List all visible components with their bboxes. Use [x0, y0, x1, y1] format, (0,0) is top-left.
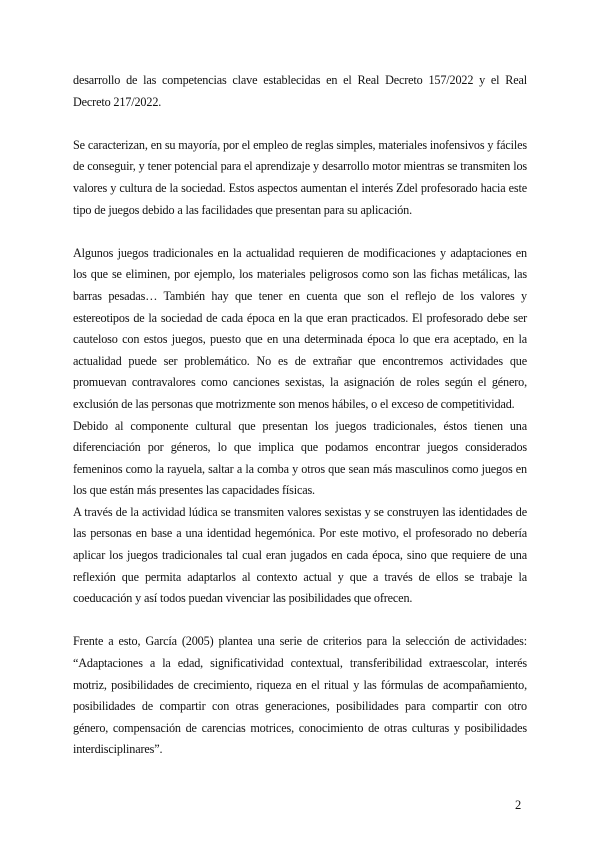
paragraph-sexist-values: A través de la actividad lúdica se transmiten valores sexistas y se construyen las identidades de las personas en base a una identidad hegemónica. Por este motivo, el profesorado no debería aplicar los juegos tradicionales tal cual eran jugados en cada época, sino que requiere de una reflexión que permita adaptarlos al contexto actual y que a través de ellos se trabaje la coeducación y así todos puedan vivenciar las posibilidades que ofrecen.: [73, 504, 527, 606]
paragraph-spacer: [73, 113, 527, 135]
page-number: 2: [515, 798, 522, 812]
paragraph-spacer: [73, 610, 527, 632]
paragraph-gender-differentiation: Debido al componente cultural que presentan los juegos tradicionales, éstos tienen una diferenciación por géneros, lo que implica que podamos encontrar juegos considerados femeninos como la rayuela, saltar a la comba y otros que sean más masculinos como juegos en los que están más presentes las capacidades físicas.: [73, 418, 527, 498]
paragraph-decree-ending: desarrollo de las competencias clave establecidas en el Real Decreto 157/2022 y el Real Decreto 217/2022.: [73, 73, 527, 109]
paragraph-characteristics: Se caracterizan, en su mayoría, por el empleo de reglas simples, materiales inofensivos y fáciles de conseguir, y tener potencial para el aprendizaje y desarrollo motor mientras se transmiten los valores y cultura de la sociedad. Estos aspectos aumentan el interés Zdel profesorado hacia este tipo de juegos debido a las facilidades que presentan para su aplicación.: [73, 137, 527, 217]
paragraph-adaptations: Algunos juegos tradicionales en la actualidad requieren de modificaciones y adaptaciones en los que se eliminen, por ejemplo, los materiales peligrosos como son las fichas metálicas, las barras pesadas… También hay que tener en cuenta que son el reflejo de los valores y estereotipos de la sociedad de cada época en la que eran practicados. El profesorado debe ser cauteloso con estos juegos, puesto que en una determinada época lo que era aceptado, en la actualidad puede ser problemático. No es de extrañar que encontremos actividades que promuevan contravalores como canciones sexistas, la asignación de roles según el género, exclusión de las personas que motrizmente son menos hábiles, o el exceso de competitividad.: [73, 245, 527, 411]
page-body: [73, 70, 527, 761]
paragraph-garcia-criteria: Frente a esto, García (2005) plantea una serie de criterios para la selección de actividades: “Adaptaciones a la edad, significatividad contextual, transferibilidad extraescolar, interés motriz, posibilidades de crecimiento, riqueza en el ritual y las fórmulas de acompañamiento, posibilidades de compartir con otras generaciones, posibilidades para compartir con otro género, compensación de carencias motrices, conocimiento de otras culturas y posibilidades interdisciplinares”.: [73, 634, 527, 757]
paragraph-spacer: [73, 221, 527, 243]
